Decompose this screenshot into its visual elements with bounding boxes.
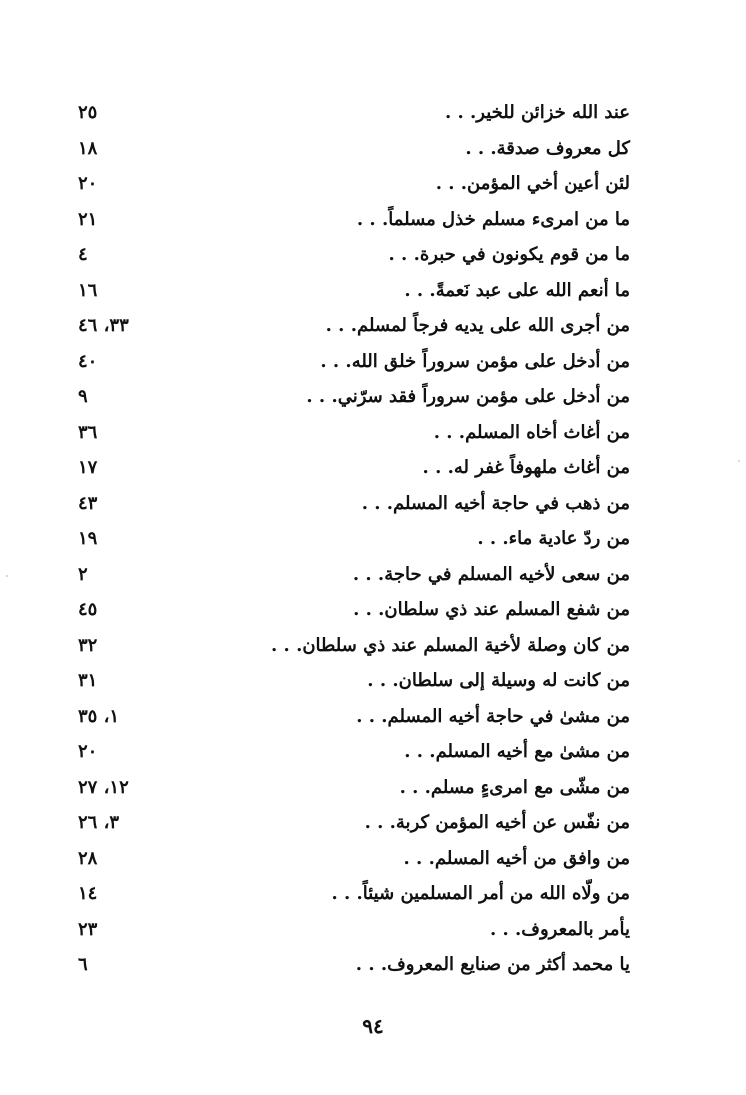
entry-text: من كان وصلة لأخية المسلم عند ذي سلطان. . . <box>271 634 630 656</box>
entry-page-refs: ١٨ <box>78 137 98 159</box>
entry-page-refs: ٢٣ <box>78 918 98 940</box>
entry-page-refs: ٣٦ <box>78 421 98 443</box>
entry-page-refs: ١٦ <box>78 279 98 301</box>
entry-page-refs: ١٩ <box>78 528 98 549</box>
entry-page-refs: ١، ٣٥ <box>78 705 120 727</box>
index-entry <box>70 382 630 418</box>
index-entry <box>70 453 630 489</box>
scan-speck <box>6 575 8 577</box>
index-entry <box>70 524 630 560</box>
index-entry <box>70 240 630 276</box>
index-entry <box>70 595 630 631</box>
entry-page-refs: ٢٥ <box>78 102 98 123</box>
scan-speck <box>738 460 740 462</box>
entry-text: من مشىٰ مع أخيه المسلم. . . <box>404 741 630 762</box>
hadith-index-list <box>70 98 630 986</box>
entry-page-refs: ٣، ٢٦ <box>78 812 120 833</box>
index-entry <box>70 666 630 702</box>
entry-page-refs: ٢٠ <box>78 173 98 194</box>
index-entry <box>70 205 630 241</box>
entry-text: من ذهب في حاجة أخيه المسلم. . . <box>361 492 630 514</box>
index-entry <box>70 276 630 312</box>
entry-text: يأمر بالمعروف. . . <box>489 918 630 940</box>
index-entry <box>70 950 630 986</box>
entry-page-refs: ٤ <box>78 244 88 265</box>
entry-page-refs: ٩ <box>78 386 88 407</box>
entry-page-refs: ١٤ <box>78 883 98 904</box>
page-number: ٩٤ <box>362 1014 384 1038</box>
entry-text: من شفع المسلم عند ذي سلطان. . . <box>353 599 630 620</box>
entry-text: من ولّاه الله من أمر المسلمين شيئاً. . . <box>331 883 630 904</box>
index-entry <box>70 98 630 134</box>
entry-page-refs: ١٢، ٢٧ <box>78 776 129 798</box>
entry-text: عند الله خزائن للخير. . . <box>444 102 630 123</box>
index-entry <box>70 773 630 809</box>
entry-text: من سعى لأخيه المسلم في حاجة. . . <box>352 563 630 585</box>
entry-page-refs: ٢١ <box>78 208 98 230</box>
entry-page-refs: ٢٠ <box>78 741 98 762</box>
index-entry <box>70 808 630 844</box>
index-entry <box>70 134 630 170</box>
entry-text: لئن أعين أخي المؤمن. . . <box>435 173 630 194</box>
entry-text: من أجرى الله على يديه فرجاً لمسلم. . . <box>325 315 630 336</box>
index-entry <box>70 418 630 454</box>
entry-page-refs: ٣٣، ٤٦ <box>78 315 129 336</box>
entry-text: ما من امرىء مسلم خذل مسلماً. . . <box>356 208 630 230</box>
entry-page-refs: ٤٠ <box>78 350 98 372</box>
entry-text: من أغاث أخاه المسلم. . . <box>433 421 630 443</box>
index-entry <box>70 560 630 596</box>
entry-text: من كانت له وسيلة إلى سلطان. . . <box>367 670 630 691</box>
entry-text: من أغاث ملهوفاً غفر له. . . <box>422 457 630 478</box>
entry-text: من نفّس عن أخيه المؤمن كربة. . . <box>364 812 630 833</box>
entry-text: ما من قوم يكونون في حبرة. . . <box>388 244 630 265</box>
entry-page-refs: ٣١ <box>78 670 98 691</box>
entry-page-refs: ٣٢ <box>78 634 98 656</box>
entry-page-refs: ١٧ <box>78 457 98 478</box>
entry-page-refs: ٤٣ <box>78 492 98 514</box>
index-entry <box>70 844 630 880</box>
index-entry <box>70 915 630 951</box>
entry-text: من أدخل على مؤمن سروراً خلق الله. . . <box>320 350 630 372</box>
index-entry <box>70 631 630 667</box>
entry-text: كل معروف صدقة. . . <box>465 137 630 159</box>
index-entry <box>70 169 630 205</box>
index-entry <box>70 702 630 738</box>
index-entry <box>70 311 630 347</box>
entry-page-refs: ٢٨ <box>78 847 98 869</box>
entry-text: من أدخل على مؤمن سروراً فقد سرّني. . . <box>306 386 630 407</box>
entry-text: من مشّى مع امرىءٍ مسلم. . . <box>399 776 630 798</box>
index-entry <box>70 737 630 773</box>
entry-page-refs: ٤٥ <box>78 599 98 620</box>
entry-text: من وافق من أخيه المسلم. . . <box>403 847 630 869</box>
index-entry <box>70 347 630 383</box>
index-entry <box>70 879 630 915</box>
entry-text: من ردّ عادية ماء. . . <box>477 528 630 549</box>
entry-text: من مشىٰ في حاجة أخيه المسلم. . . <box>356 705 630 727</box>
entry-text: يا محمد أكثر من صنايع المعروف. . . <box>355 954 630 975</box>
entry-page-refs: ٦ <box>78 954 88 975</box>
entry-page-refs: ٢ <box>78 563 88 585</box>
entry-text: ما أنعم الله على عبد نَعمةً. . . <box>404 279 630 301</box>
index-entry <box>70 489 630 525</box>
